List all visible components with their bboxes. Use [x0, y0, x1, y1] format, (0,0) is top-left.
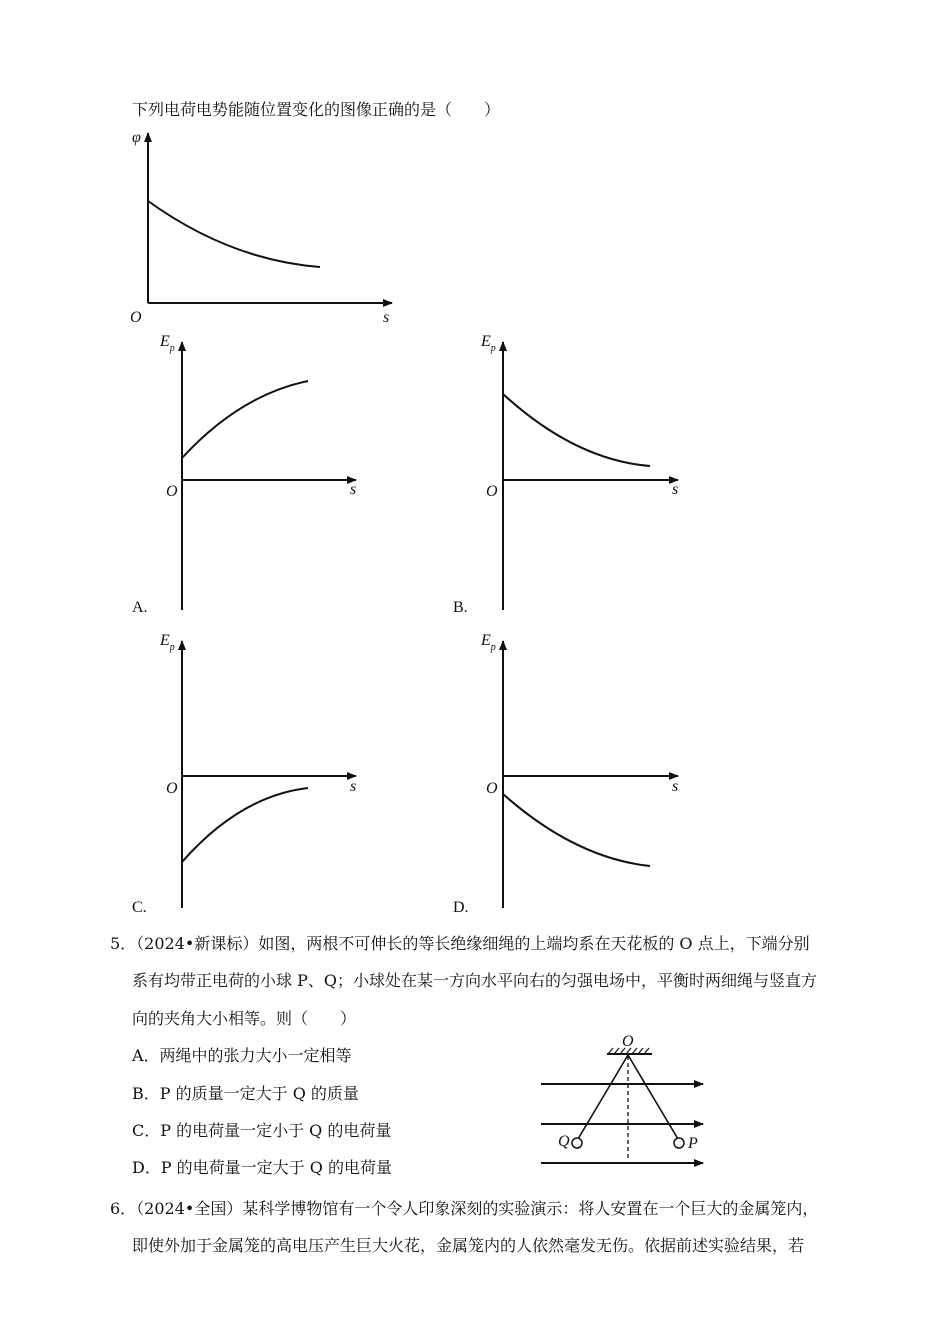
q5-option-a[interactable]: A．两绳中的张力大小一定相等	[132, 1046, 352, 1065]
graph-c-s-label: s	[350, 778, 357, 795]
q5-option-c[interactable]: C．P 的电荷量一定小于 Q 的电荷量	[132, 1121, 392, 1140]
graph-d-s-label: s	[672, 778, 679, 795]
q5-line-2: 系有均带正电荷的小球 P、Q；小球处在某一方向水平向右的匀强电场中，平衡时两细绳与竖直方	[132, 971, 817, 990]
ball-p	[674, 1138, 684, 1148]
option-c-label[interactable]: C.	[132, 899, 147, 916]
option-b-label[interactable]: B.	[453, 599, 468, 616]
graph-b-origin: O	[486, 483, 498, 500]
fig-label-q: Q	[558, 1133, 570, 1150]
question-intro: 下列电荷电势能随位置变化的图像正确的是（ ）	[132, 100, 501, 119]
graph-a-ep-label: $E_p$	[160, 333, 175, 354]
graph-b-ep-label: $E_p$	[481, 333, 496, 354]
graph-a-s-label: s	[350, 481, 357, 498]
fig-label-p: P	[688, 1135, 698, 1152]
option-d-label[interactable]: D.	[453, 899, 469, 916]
graph-a-origin: O	[166, 483, 178, 500]
q5-line-3: 向的夹角大小相等。则（ ）	[132, 1009, 357, 1028]
ball-q	[572, 1138, 582, 1148]
graph-b-s-label: s	[672, 481, 679, 498]
q5-option-b[interactable]: B．P 的质量一定大于 Q 的质量	[132, 1084, 359, 1103]
q6-line-2: 即使外加于金属笼的高电压产生巨大火花，金属笼内的人依然毫发无伤。依据前述实验结果，若	[132, 1236, 805, 1255]
graph-d-ep-label: $E_p$	[481, 632, 496, 653]
phi-s-label: s	[383, 309, 390, 326]
q6-line-1: 6．（2024•全国）某科学博物馆有一个令人印象深刻的实验演示：将人安置在一个巨大的金属笼内，	[110, 1199, 819, 1218]
string-q	[578, 1055, 628, 1139]
q5-option-d[interactable]: D．P 的电荷量一定大于 Q 的电荷量	[132, 1158, 392, 1177]
phi-origin: O	[130, 309, 142, 326]
graph-d-origin: O	[486, 780, 498, 797]
phi-label: φ	[132, 129, 141, 146]
option-a-label[interactable]: A.	[132, 599, 148, 616]
fig-label-o: O	[622, 1033, 634, 1050]
graph-c-ep-label: $E_p$	[160, 632, 175, 653]
q5-line-1: 5．（2024•新课标）如图，两根不可伸长的等长绝缘细绳的上端均系在天花板的 O 点上，下端分别	[110, 934, 810, 953]
graph-c-origin: O	[166, 780, 178, 797]
string-p	[628, 1055, 678, 1139]
